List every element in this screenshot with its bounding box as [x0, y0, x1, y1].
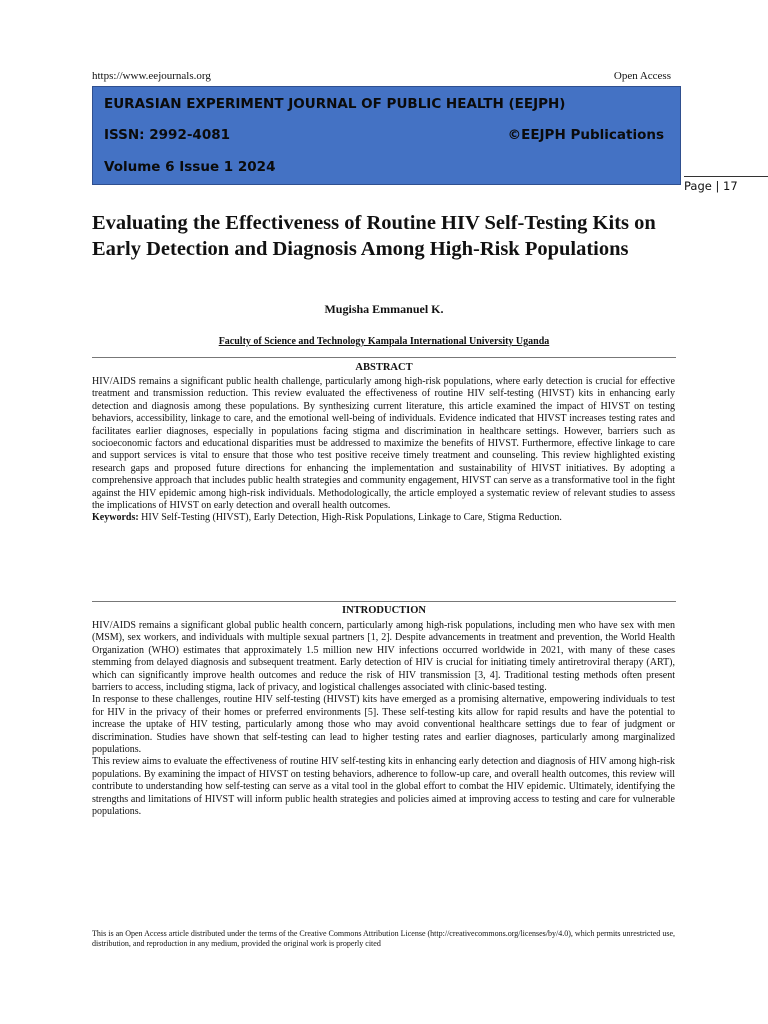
- keywords-list: HIV Self-Testing (HIVST), Early Detection, High-Risk Populations, Linkage to Care, Stigma Reduction.: [141, 512, 562, 524]
- introduction-body: [92, 620, 675, 819]
- intro-paragraph-2: In response to these challenges, routine HIV self-testing (HIVST) kits have emerged as a promising alternative, empowering individuals to test for HIV in the privacy of their homes or preferred environments [5]. These self-testing kits allow for rapid results and have the potential to increase the uptake of HIV testing, particularly among those who may avoid conventional healthcare settings due to fear of judgment or discrimination. Studies have shown that self-testing can lead to higher testing rates and earlier diagnoses, particularly among marginalized populations.: [92, 694, 675, 756]
- abstract-heading: ABSTRACT: [355, 362, 413, 373]
- license-note: This is an Open Access article distributed under the terms of the Creative Commons Attribution License (http://creativecommons.org/licenses/by/4.0), which permits unrestricted use, distribution, and reproduction in any medium, provided the original work is properly cited: [92, 929, 675, 948]
- divider: [92, 357, 676, 358]
- issn: ISSN: 2992-4081: [104, 127, 231, 143]
- journal-url[interactable]: https://www.eejournals.org: [92, 70, 211, 82]
- keywords-label: Keywords:: [92, 512, 139, 524]
- journal-banner: [92, 86, 681, 185]
- volume-issue: Volume 6 Issue 1 2024: [104, 159, 276, 175]
- intro-paragraph-3: This review aims to evaluate the effectiveness of routine HIV self-testing kits in enhancing early detection and diagnosis of HIV among high-risk populations. By examining the impact of HIVST on testing behaviors, adherence to follow-up care, and overall health outcomes, this review will contribute to understanding how self-testing can serve as a vital tool in the global effort to combat the HIV epidemic. Ultimately, identifying the strengths and limitations of HIVST will inform public health strategies and policies aimed at improving access to testing and care for vulnerable populations.: [92, 756, 675, 818]
- author-affiliation: Faculty of Science and Technology Kampala International University Uganda: [218, 336, 550, 347]
- article-title: Evaluating the Effectiveness of Routine HIV Self-Testing Kits on Early Detection and Diagnosis Among High-Risk Populations: [92, 212, 656, 260]
- issn-row: [104, 127, 664, 143]
- article-author: Mugisha Emmanuel K.: [324, 302, 444, 316]
- publisher: ©EEJPH Publications: [507, 127, 664, 143]
- keywords: [92, 512, 675, 524]
- abstract-body: [92, 376, 675, 525]
- abstract-text: HIV/AIDS remains a significant public health challenge, particularly among high-risk populations, where early detection is crucial for effective treatment and transmission reduction. This review evaluated the effectiveness of routine HIV self-testing (HIVST) kits in enhancing early detection and diagnosis among these populations. By synthesizing current literature, this article examined the impact of HIVST on testing behaviors, accessibility, linkage to care, and the emotional well-being of individuals. Evidence indicated that HIVST increases testing rates and facilitates earlier diagnoses, especially in populations facing stigma and discrimination in healthcare settings. However, barriers such as socioeconomic factors and educational disparities must be addressed to maximize the benefits of HIVST. Furthermore, effective linkage to care and support services is vital to ensure that those who test positive receive timely treatment and counseling. This review highlighted existing research gaps and proposed future directions for enhancing the implementation and sustainability of HIVST initiatives. By adopting a comprehensive approach that includes public health strategies and community engagement, HIVST can serve as a transformative tool in the fight against the HIV epidemic among high-risk individuals. Methodologically, the article employed a systematic review of relevant studies to assess the implications of HIVST on early detection and overall health outcomes.: [92, 376, 675, 512]
- open-access-label: Open Access: [613, 70, 671, 82]
- divider: [92, 601, 676, 602]
- page-number: Page | 17: [684, 176, 768, 193]
- introduction-heading: INTRODUCTION: [341, 605, 426, 616]
- intro-paragraph-1: HIV/AIDS remains a significant global public health concern, particularly among high-risk populations, including men who have sex with men (MSM), sex workers, and individuals with multiple sexual partners [1, 2]. Despite advancements in treatment and prevention, the World Health Organization (WHO) estimates that approximately 1.5 million new HIV infections occurred worldwide in 2021, with many of these cases stemming from delayed diagnosis and subsequent treatment. Early detection of HIV is crucial for initiating timely antiretroviral therapy (ART), which can significantly improve health outcomes and reduce the risk of HIV transmission [3, 4]. Traditional testing methods often present barriers to access, including stigma, lack of privacy, and logistical challenges associated with clinic-based testing.: [92, 620, 675, 694]
- journal-name: EURASIAN EXPERIMENT JOURNAL OF PUBLIC HEALTH (EEJPH): [104, 96, 566, 112]
